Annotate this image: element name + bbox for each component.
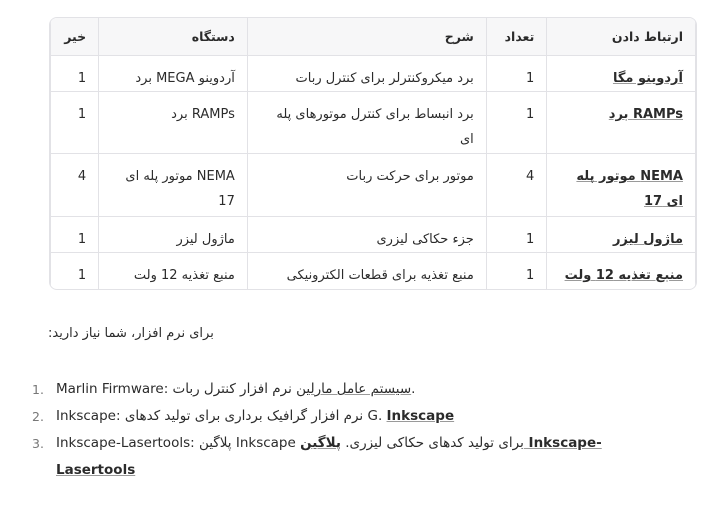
table-row	[51, 154, 696, 217]
cell-count: 1	[486, 217, 547, 253]
equipment-table	[50, 18, 696, 289]
software-intro: برای نرم افزار، شما نیاز دارید:	[48, 326, 214, 341]
cell-count: 1	[486, 253, 547, 289]
cell-link	[547, 253, 696, 289]
list-item	[0, 430, 720, 484]
table-row	[51, 253, 696, 289]
header-device: دستگاه	[99, 18, 248, 56]
cell-link	[547, 56, 696, 92]
cell-desc: موتور برای حرکت ربات	[247, 154, 486, 217]
cell-count: 4	[486, 154, 547, 217]
equipment-table-container	[49, 17, 697, 290]
cell-yes: 1	[51, 253, 99, 289]
table-row	[51, 92, 696, 154]
list-text	[56, 376, 676, 403]
cell-link	[547, 154, 696, 217]
cell-yes: 4	[51, 154, 99, 217]
cell-count: 1	[486, 92, 547, 154]
list-number: 3.	[32, 436, 44, 451]
cell-desc: منبع تغذیه برای قطعات الکترونیکی	[247, 253, 486, 289]
cell-yes: 1	[51, 56, 99, 92]
cell-desc: جزء حکاکی لیزری	[247, 217, 486, 253]
nema-stepper-link[interactable]: NEMA موتور پله ای 17	[576, 169, 683, 210]
header-desc: شرح	[247, 18, 486, 56]
table-row	[51, 217, 696, 253]
list-number: 2.	[32, 409, 44, 424]
item-pre-text: Marlin Firmware:	[56, 381, 173, 397]
table-header-row	[51, 18, 696, 56]
header-link: ارتباط دادن	[547, 18, 696, 56]
cell-link	[547, 92, 696, 154]
cell-device: منبع تغذیه 12 ولت	[99, 253, 248, 289]
header-count: تعداد	[486, 18, 547, 56]
list-number: 1.	[32, 382, 44, 397]
laser-module-link[interactable]: ماژول لیزر	[612, 232, 683, 248]
item-pre-text: Inkscape-Lasertools: پلاگین Inkscape برای تولید کدهای حکاکی لیزری.	[56, 435, 524, 451]
cell-device: RAMPs برد	[99, 92, 248, 154]
item-pre-text: Inkscape: نرم افزار گرافیک برداری برای تولید کدهای G.	[56, 408, 387, 424]
list-text	[56, 403, 676, 430]
arduino-mega-link[interactable]: آردوینو مگا	[612, 71, 683, 86]
lasertools-plugin-link[interactable]: پلاگین Inkscape-Lasertools	[56, 435, 602, 478]
cell-link	[547, 217, 696, 253]
cell-desc: برد میکروکنترلر برای کنترل ربات	[247, 56, 486, 92]
power-supply-link[interactable]: منبع تغذیه 12 ولت	[564, 268, 683, 284]
marlin-os-link[interactable]: سیستم عامل مارلین	[296, 381, 412, 397]
cell-yes: 1	[51, 217, 99, 253]
software-list	[0, 376, 720, 484]
cell-desc: برد انبساط برای کنترل موتورهای پله ای	[247, 92, 486, 154]
item-post-text: نرم افزار کنترل ربات.	[172, 381, 416, 397]
inkscape-link[interactable]: Inkscape	[386, 408, 455, 424]
cell-device: NEMA موتور پله ای 17	[99, 154, 248, 217]
cell-yes: 1	[51, 92, 99, 154]
cell-count: 1	[486, 56, 547, 92]
list-item	[0, 403, 720, 430]
ramps-link[interactable]: RAMPs برد	[608, 107, 683, 123]
table-row	[51, 56, 696, 92]
header-yes: خیر	[51, 18, 99, 56]
cell-device: آردوینو MEGA برد	[99, 56, 248, 92]
cell-device: ماژول لیزر	[99, 217, 248, 253]
list-text	[56, 430, 676, 484]
list-item	[0, 376, 720, 403]
